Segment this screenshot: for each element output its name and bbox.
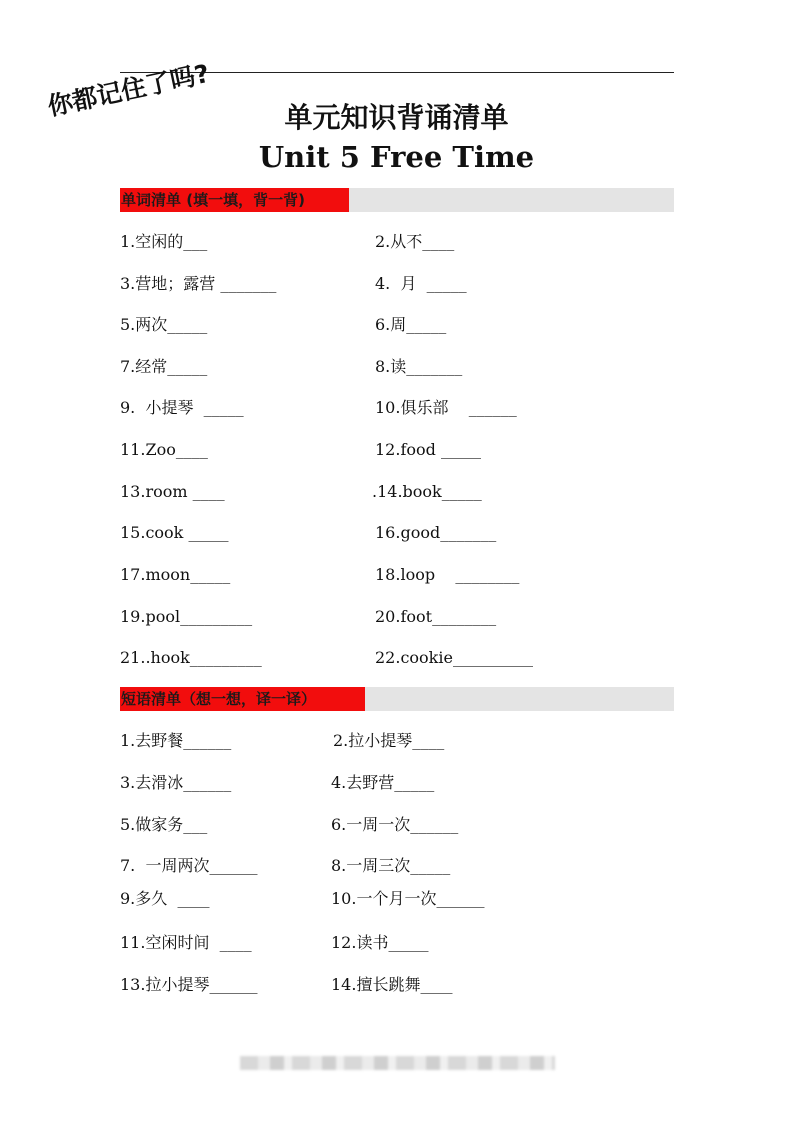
vocab-item: .14.book_____ — [372, 482, 482, 501]
phrase-item: 12.读书_____ — [331, 933, 429, 952]
phrase-item: 2.拉小提琴____ — [333, 731, 445, 750]
phrase-section-label: 短语清单（想一想，译一译） — [120, 687, 365, 711]
phrase-item: 14.擅长跳舞____ — [331, 975, 453, 994]
phrase-item: 4.去野营_____ — [331, 773, 435, 792]
vocab-item: 9. 小提琴 _____ — [120, 398, 244, 417]
page-title-en: Unit 5 Free Time — [258, 140, 535, 174]
vocab-item: 15.cook _____ — [120, 523, 229, 542]
phrase-section-bar — [120, 687, 674, 711]
vocab-item: 4. 月 _____ — [375, 274, 467, 293]
phrase-item: 6.一周一次______ — [331, 815, 459, 834]
blurred-footer-strip — [240, 1056, 555, 1070]
vocab-item: 6.周_____ — [375, 315, 447, 334]
vocab-item: 10.俱乐部 ______ — [375, 398, 517, 417]
vocab-item: 20.foot________ — [375, 607, 497, 626]
vocab-item: 12.food _____ — [375, 440, 481, 459]
vocab-item: 17.moon_____ — [120, 565, 231, 584]
vocab-item: 22.cookie__________ — [375, 648, 533, 667]
vocab-item: 2.从不____ — [375, 232, 455, 251]
phrase-item: 1.去野餐______ — [120, 731, 232, 750]
vocab-item: 13.room ____ — [120, 482, 225, 501]
phrase-item: 9.多久 ____ — [120, 889, 210, 908]
vocab-item: 5.两次_____ — [120, 315, 208, 334]
phrase-item: 8.一周三次_____ — [331, 856, 451, 875]
page-title-cn: 单元知识背诵清单 — [284, 101, 509, 134]
phrase-item: 13.拉小提琴______ — [120, 975, 258, 994]
vocab-item: 8.读_______ — [375, 357, 463, 376]
phrase-item: 5.做家务___ — [120, 815, 208, 834]
vocab-section-label: 单词清单 (填一填，背一背) — [120, 188, 349, 212]
phrase-item: 11.空闲时间 ____ — [120, 933, 252, 952]
vocab-item: 11.Zoo____ — [120, 440, 208, 459]
vocab-item: 1.空闲的___ — [120, 232, 208, 251]
stamp-text: 你都记住了吗? — [45, 58, 212, 122]
vocab-item: 21..hook_________ — [120, 648, 262, 667]
phrase-item: 3.去滑冰______ — [120, 773, 232, 792]
phrase-item: 7. 一周两次______ — [120, 856, 258, 875]
vocab-item: 7.经常_____ — [120, 357, 208, 376]
vocab-section-bar — [120, 188, 674, 212]
vocab-item: 16.good_______ — [375, 523, 497, 542]
vocab-item: 19.pool_________ — [120, 607, 253, 626]
vocab-item: 3.营地；露营 _______ — [120, 274, 277, 293]
phrase-item: 10.一个月一次______ — [331, 889, 485, 908]
vocab-item: 18.loop ________ — [375, 565, 520, 584]
